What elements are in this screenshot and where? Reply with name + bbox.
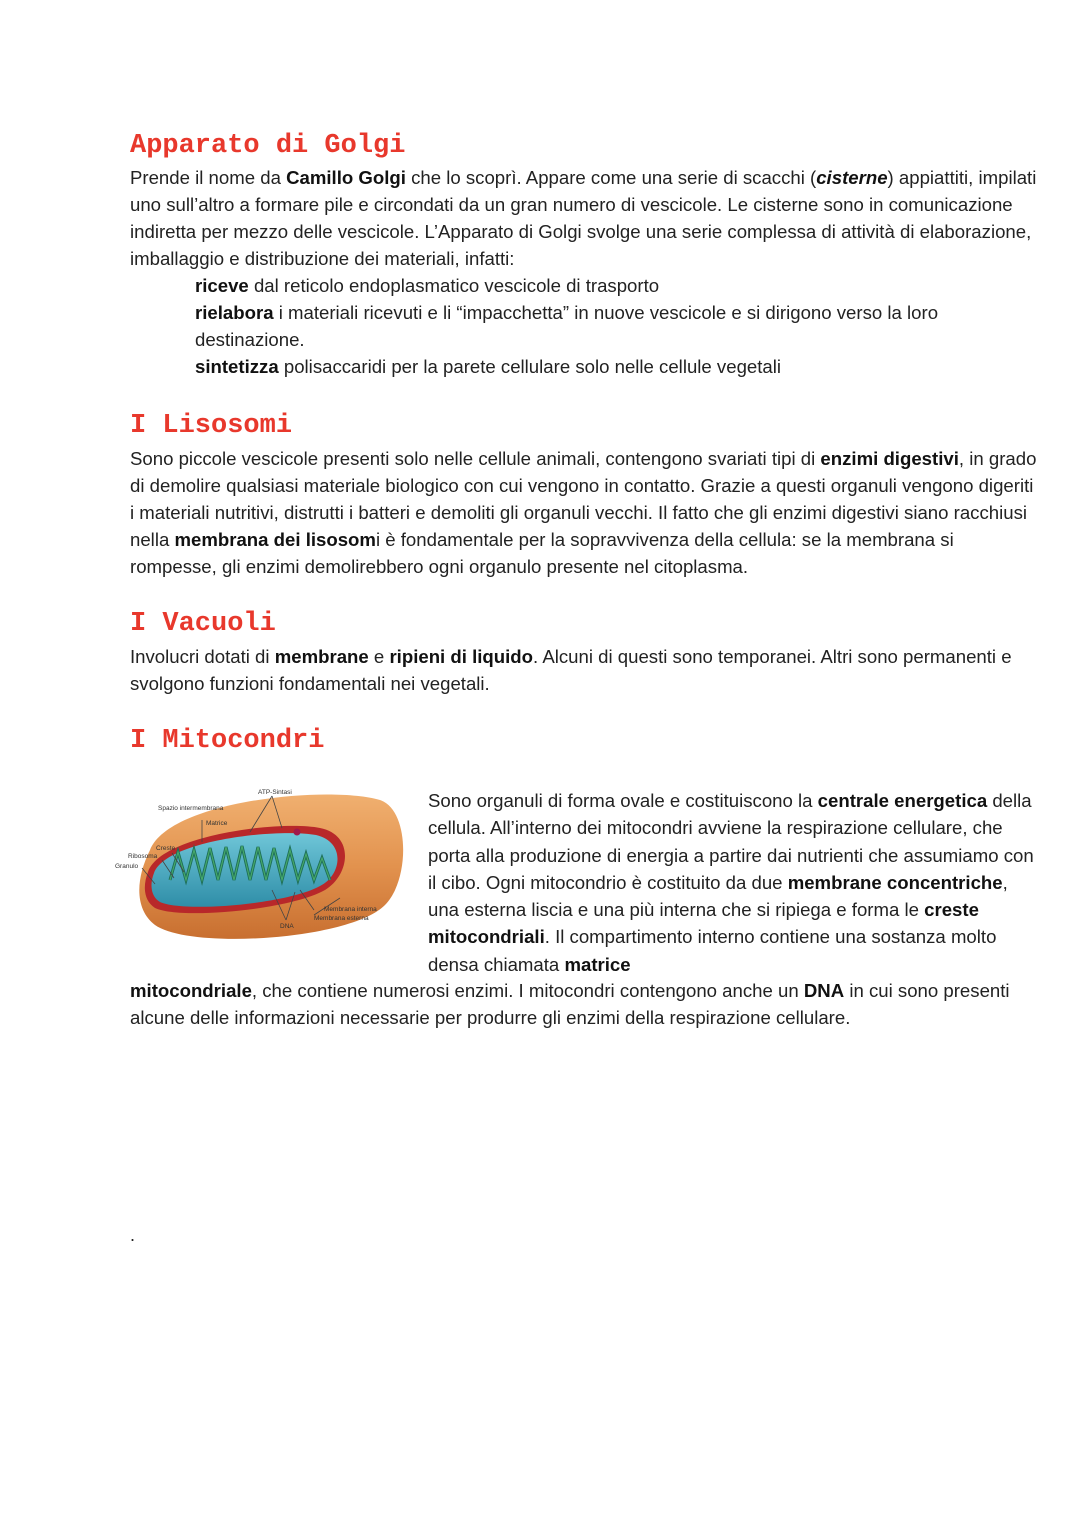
text-span: in cui sono presenti alcune delle informazioni necessarie per produrre gli enzimi della respirazione cellulare. xyxy=(130,980,1010,1029)
list-item-text: polisaccaridi per la parete cellulare solo nelle cellule vegetali xyxy=(278,356,782,377)
label-membrana-interna: Membrana interna xyxy=(324,906,377,913)
bold-dna: DNA xyxy=(803,980,845,1001)
text-span: ) appiattiti, impilati uno sull’altro a formare pile e circondati da un gran numero di vescicole. Le cisterne sono in comunicazione indiretta per mezzo delle vescicole. L’Apparato di Golgi svolge una serie complessa di attività di elaborazione, imballaggio e distribuzione dei materiali, infatti: xyxy=(130,167,1037,269)
text-span: , una esterna liscia e una più interna che si ripiega e forma le xyxy=(428,871,1008,921)
text-span: i è fondamentale per la sopravvivenza della cellula: se la membrana si rompesse, gli enzimi demolirebbero ogni organulo presente nel citoplasma. xyxy=(130,529,954,577)
label-creste: Creste xyxy=(156,845,176,852)
text-span: Prende il nome da xyxy=(130,167,287,188)
paragraph-golgi xyxy=(130,164,1040,272)
granule-dot xyxy=(294,829,301,836)
heading-lisosomi: I Lisosomi xyxy=(130,411,293,441)
label-membrana-esterna: Membrana esterna xyxy=(314,915,369,922)
bold-centrale-energetica: centrale energetica xyxy=(817,790,988,811)
bold-membrane-concentriche: membrane concentriche xyxy=(787,871,1003,893)
label-ribosoma: Ribosoma xyxy=(128,853,158,860)
bold-membrane: membrane xyxy=(274,646,369,667)
label-dna: DNA xyxy=(280,923,294,930)
trailing-period: . xyxy=(130,1225,136,1245)
bold-mitocondriale: mitocondriale xyxy=(130,980,252,1001)
list-item-term: riceve xyxy=(195,275,249,296)
list-item xyxy=(195,353,1015,380)
bold-ripieni-liquido: ripieni di liquido xyxy=(389,646,534,667)
bold-membrana-lisosomi: membrana dei lisosom xyxy=(174,529,376,550)
text-span: della cellula. All’interno dei mitocondri avviene la respirazione cellulare, che porta alla produzione di energia a partire dai nutrienti che assumiamo con il cibo. Ogni mitocondrio è costituito da due xyxy=(428,790,1034,893)
list-item-text: i materiali ricevuti e li “impacchetta” in nuove vescicole e si dirigono verso la loro destinazione. xyxy=(195,302,939,350)
bold-matrice: matrice xyxy=(564,953,631,975)
bold-creste-mitocondriali: creste mitocondriali xyxy=(428,899,979,948)
text-span: . Alcuni di questi sono temporanei. Altri sono permanenti e svolgono funzioni fondamentali nei vegetali. xyxy=(130,646,1012,694)
paragraph-mitocondri-continued xyxy=(130,977,1040,1032)
text-span: , in grado di demolire qualsiasi materiale biologico con cui vengono in contatto. Grazie a questi organuli vengono digeriti i materiali nutritivi, distrutti i batteri e demoliti gli organuli vecchi. Il fatto che gli enzimi digestivi siano racchiusi nella xyxy=(130,448,1037,550)
heading-mitocondri: I Mitocondri xyxy=(130,726,325,756)
bold-camillo-golgi: Camillo Golgi xyxy=(286,167,406,188)
paragraph-lisosomi xyxy=(130,445,1040,580)
bold-enzimi-digestivi: enzimi digestivi xyxy=(820,448,959,469)
text-span: Sono organuli di forma ovale e costituiscono la xyxy=(428,790,818,811)
text-span: e xyxy=(368,646,390,667)
label-atp-sintasi: ATP-Sintasi xyxy=(258,789,292,796)
label-spazio-intermembrana: Spazio intermembrana xyxy=(158,805,224,812)
heading-golgi: Apparato di Golgi xyxy=(130,131,406,161)
bold-italic-cisterne: cisterne xyxy=(816,167,888,188)
label-matrice: Matrice xyxy=(206,820,228,827)
list-item-text: dal reticolo endoplasmatico vescicole di trasporto xyxy=(248,275,660,296)
list-item xyxy=(195,299,1015,353)
text-span: Involucri dotati di xyxy=(130,646,275,667)
mitochondrion-diagram xyxy=(110,780,410,950)
paragraph-mitocondri xyxy=(428,787,1040,978)
paragraph-vacuoli xyxy=(130,643,1040,697)
list-item-term: rielabora xyxy=(195,302,274,323)
golgi-functions-list xyxy=(195,272,1015,380)
text-span: , che contiene numerosi enzimi. I mitocondri contengono anche un xyxy=(251,980,804,1001)
text-span: . Il compartimento interno contiene una sostanza molto densa chiamata xyxy=(428,926,997,975)
heading-vacuoli: I Vacuoli xyxy=(130,609,276,639)
text-span: che lo scoprì. Appare come una serie di scacchi ( xyxy=(405,167,817,188)
label-granulo: Granulo xyxy=(115,863,139,870)
list-item-term: sintetizza xyxy=(195,356,279,377)
text-span: Sono piccole vescicole presenti solo nelle cellule animali, contengono svariati tipi di xyxy=(130,448,821,469)
list-item xyxy=(195,272,1015,299)
